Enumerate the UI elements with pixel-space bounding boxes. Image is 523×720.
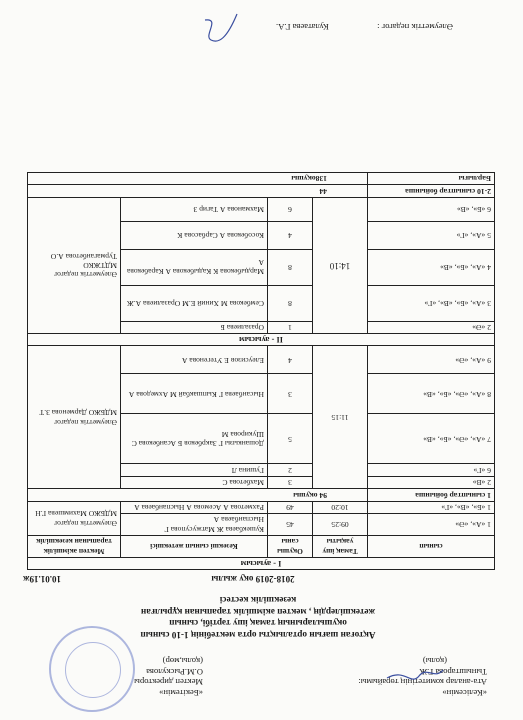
academic-year: 2018-2019 оқу жылы	[211, 574, 295, 584]
time-cell: 09:25	[313, 513, 368, 535]
title-line-4: кезекшілік кестесі	[219, 595, 297, 606]
class-cell: 7 «А», «Ә», «Б», «В»	[368, 414, 495, 464]
count-cell: 8	[268, 285, 313, 321]
teachers-cell: Рахметова А Асемова А Ныспанбаева А	[121, 501, 268, 513]
class-cell: 1 «А», «Ә»	[368, 513, 495, 535]
count-cell: 3	[268, 476, 313, 488]
committee-chair-label: Ата-аналар комитетінің төрайымы:	[358, 677, 487, 688]
footer-signature-line	[276, 22, 453, 32]
teachers-cell: Мардыбекова К Кадыбекова А Карабекова А	[121, 249, 268, 285]
teachers-cell: Елеусизов Е Утегенова А	[121, 346, 268, 374]
title-line-1: Ақтоған шағын орталықты орта мектебінің 1-10 сынып	[140, 630, 376, 640]
section-1-title: I - ауысым	[28, 557, 495, 569]
footer-name: Кулатаева Г.А.	[275, 22, 329, 32]
grand-total-value: 138оқушы	[28, 172, 368, 184]
admin-cell: Әлеуметтік педагог МДБЖО Дарменова З.Т	[28, 346, 121, 489]
title-line-3: жетекшілердің , мектеп әкімшілік тарапынан құрылған	[140, 607, 376, 617]
count-cell: 45	[268, 513, 313, 535]
section-2-title: II - ауысым	[28, 333, 495, 345]
teachers-cell: Дошанкызы Г Закрбеков Б Асанбекова С Шукирова М	[121, 414, 268, 464]
footer-label: Әлеуметтік педагог :	[377, 22, 453, 32]
admin-cell: Әлеуметтік педагог МДТЖКО Турмаганбетова А.О	[28, 197, 121, 333]
class-cell: 2 «В»	[368, 476, 495, 488]
director-label: Мектеп директоры	[134, 677, 203, 688]
admin-cell: Әлеуметтік педагог МДБЖО Махимшева Г.Н	[28, 501, 121, 535]
header-students: Оқушы саны	[268, 535, 313, 557]
header-class: сынып	[368, 535, 495, 557]
count-cell: 2	[268, 464, 313, 476]
teachers-cell: Махманова А Тагир З	[121, 197, 268, 221]
total-label: 1 сыныптар бойынша	[368, 489, 495, 501]
class-cell: 9 «А», «Ә»	[368, 346, 495, 374]
time-cell: 10:20	[313, 501, 368, 513]
table-row	[28, 476, 495, 488]
document-date: 10.01.19ж	[23, 574, 62, 584]
count-cell: 49	[268, 501, 313, 513]
total-value: 94 оқушы	[28, 489, 368, 501]
count-cell: 5	[268, 414, 313, 464]
total-value: 44	[28, 185, 368, 197]
count-cell: 4	[268, 221, 313, 249]
total-row	[28, 185, 495, 197]
class-cell: 2 «Ә»	[368, 321, 495, 333]
header-admin-duty: Мектеп әкімшілік тарапынан кезекшілік	[28, 535, 121, 557]
time-cell: 14:10	[313, 197, 368, 333]
teachers-cell: Кособекова А Сарбасова К	[121, 221, 268, 249]
time-cell: 11:15	[313, 346, 368, 489]
total-label: 2-10 сыныптар бойынша	[368, 185, 495, 197]
class-cell: 4 «А», «Б», «В»	[368, 249, 495, 285]
class-cell: 8 «А», «Ә», «Б», «В»	[368, 374, 495, 414]
title-line-2: оқушыларының тамақ ішу тәртібі, сынып	[169, 618, 347, 629]
teachers-cell: Сембекова М Хиний Е.М Оразалиева А.Ж	[121, 285, 268, 321]
count-cell: 1	[268, 321, 313, 333]
teachers-cell: Оразалиева Б	[121, 321, 268, 333]
signature-caption-left: (қолы)	[422, 656, 447, 667]
count-cell: 6	[268, 197, 313, 221]
committee-chair-name: Тыныштарова Г.Ж	[419, 666, 487, 677]
approve-label: «Бекітемін»	[159, 688, 203, 698]
teachers-cell: Махбетова С	[121, 476, 268, 488]
class-cell: 1 «Б», «В», «Г»	[368, 501, 495, 513]
document-title	[23, 594, 493, 640]
count-cell: 3	[268, 374, 313, 414]
teachers-cell: Кушекбаева Ж Матжусупова Г Ныспанбаева А	[121, 513, 268, 535]
count-cell: 8	[268, 249, 313, 285]
director-name: О.М.Рыскулова	[146, 666, 203, 677]
approval-block-right	[13, 656, 203, 698]
signature-caption-right: (қолы,мөр)	[162, 656, 203, 667]
teachers-cell: Гушина Л	[121, 464, 268, 476]
table-header-row	[28, 535, 495, 557]
total-row	[28, 489, 495, 501]
class-cell: 6 «Г»	[368, 464, 495, 476]
count-cell: 4	[268, 346, 313, 374]
agree-label: «Келісемін»	[442, 688, 487, 698]
header-meal-time: Тамақ ішу уақыты	[313, 535, 368, 557]
class-cell: 6 «Б», «В»	[368, 197, 495, 221]
class-cell: 5 «А», «Г»	[368, 221, 495, 249]
table-row	[28, 513, 495, 535]
grand-total-label: Барлығы	[368, 172, 495, 184]
schedule-table	[27, 172, 495, 570]
signature-left	[385, 664, 445, 682]
table-row	[28, 321, 495, 333]
teachers-cell: Нысанбаева Г Кыпшакбай М Ахмедова А	[121, 374, 268, 414]
header-duty-teachers: Кезекші сынып жетекшісі	[121, 535, 268, 557]
grand-total-row	[28, 172, 495, 184]
signature-footer	[201, 8, 241, 48]
class-cell: 3 «А», «Б», «В», «Г»	[368, 285, 495, 321]
